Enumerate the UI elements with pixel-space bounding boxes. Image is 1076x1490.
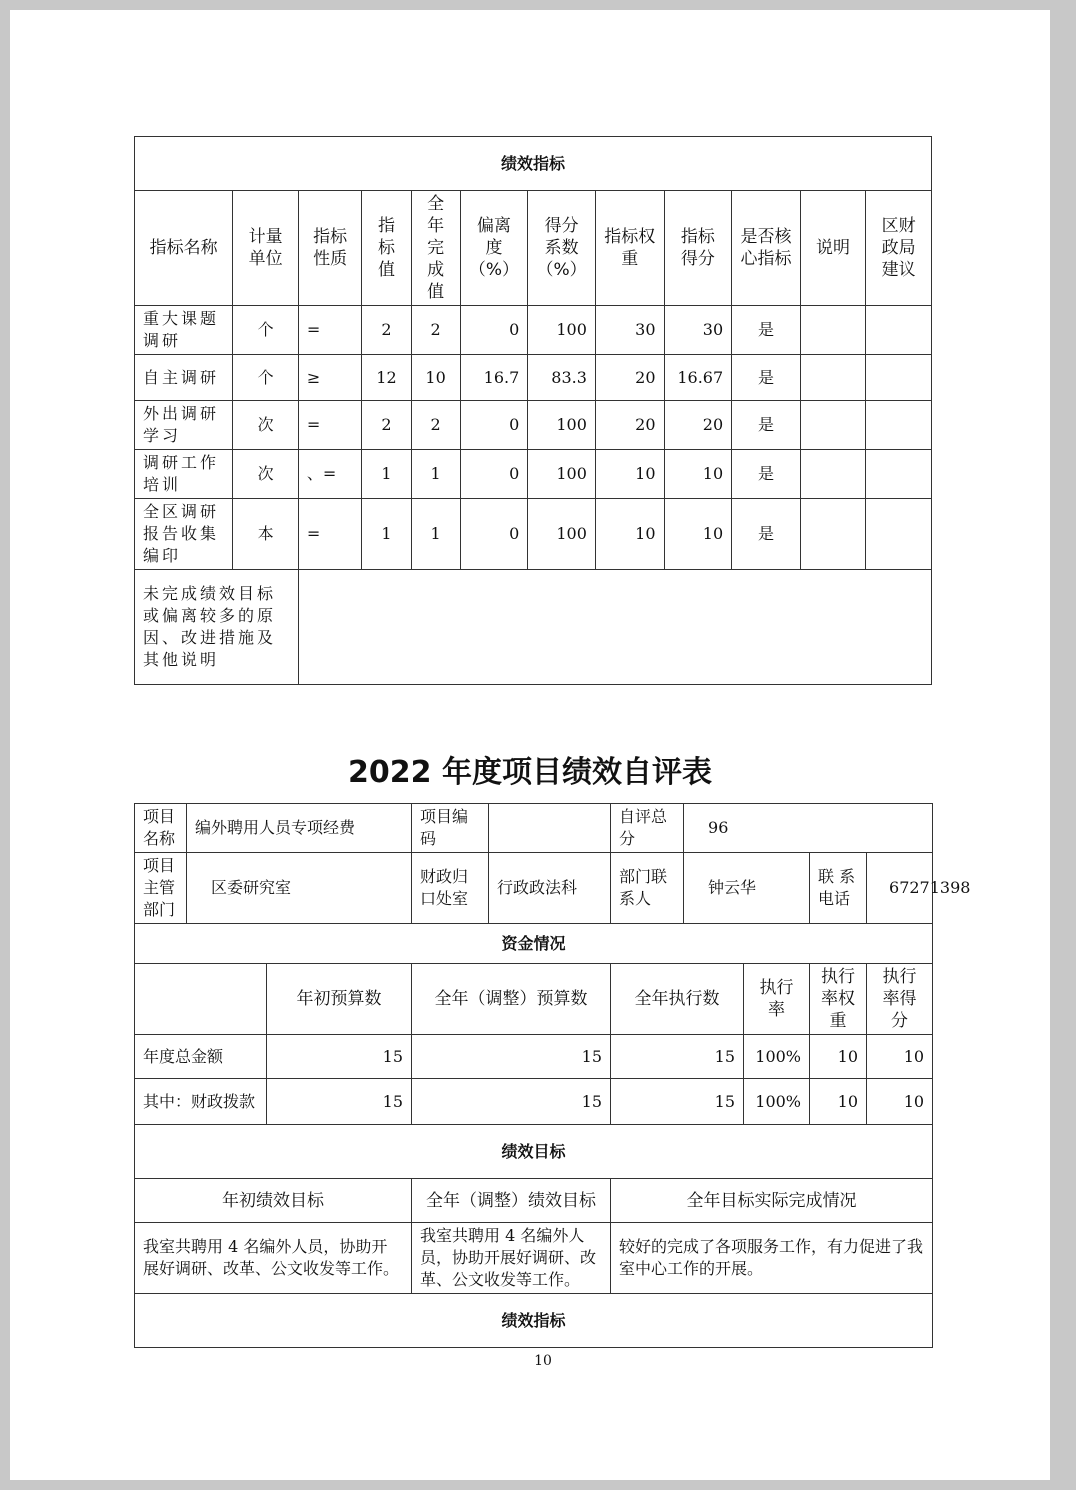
- self-score: 96: [684, 804, 933, 853]
- indicator-name: 自主调研: [135, 355, 233, 401]
- budget: 15: [267, 1035, 412, 1079]
- advice: [866, 401, 932, 450]
- weight: 30: [595, 306, 664, 355]
- advice: [866, 499, 932, 570]
- coefficient: 83.3: [528, 355, 596, 401]
- executed: 15: [611, 1079, 744, 1125]
- indicators-section-title: 绩效指标: [135, 1294, 933, 1348]
- is-core: 是: [732, 306, 801, 355]
- page-title: 2022 年度项目绩效自评表: [348, 755, 712, 790]
- header-cell: 执行率权重: [810, 964, 867, 1035]
- funds-section-title: 资金情况: [135, 924, 933, 964]
- unit: 次: [233, 450, 299, 499]
- target: 1: [362, 450, 411, 499]
- funds-row-label: 年度总金额: [135, 1035, 267, 1079]
- header-cell: 说明: [800, 191, 866, 306]
- project-self-evaluation-table: [134, 803, 971, 1348]
- note: [800, 450, 866, 499]
- actual: 2: [411, 401, 460, 450]
- page-number: 10: [534, 1353, 552, 1369]
- performance-indicators-table: [134, 136, 932, 685]
- header-cell: 全年目标实际完成情况: [611, 1179, 933, 1223]
- actual: 1: [411, 499, 460, 570]
- is-core: 是: [732, 450, 801, 499]
- table-row: [135, 450, 932, 499]
- note: [800, 355, 866, 401]
- actual: 2: [411, 306, 460, 355]
- table-header-row: [135, 191, 932, 306]
- nature: ≥: [298, 355, 362, 401]
- advice: [866, 306, 932, 355]
- funds-row-label: 其中：财政拨款: [135, 1079, 267, 1125]
- table-row: [135, 355, 932, 401]
- finance-office: 行政政法科: [489, 853, 611, 924]
- header-cell: 全年（调整）绩效目标: [412, 1179, 611, 1223]
- indicator-name: 外出调研学习: [135, 401, 233, 450]
- goals-header-row: [135, 1179, 933, 1223]
- contact: 钟云华: [684, 853, 810, 924]
- coefficient: 100: [528, 499, 596, 570]
- is-core: 是: [732, 355, 801, 401]
- deviation: 0: [460, 450, 528, 499]
- score: 10: [664, 450, 732, 499]
- document-page: [10, 10, 1050, 1480]
- target: 2: [362, 306, 411, 355]
- nature: =: [298, 401, 362, 450]
- phone: 67271398: [867, 853, 933, 924]
- is-core: 是: [732, 401, 801, 450]
- deviation: 16.7: [460, 355, 528, 401]
- coefficient: 100: [528, 306, 596, 355]
- indicator-name: 全区调研报告收集编印: [135, 499, 233, 570]
- project-name-label: 项目名称: [135, 804, 187, 853]
- contact-label: 部门联系人: [611, 853, 684, 924]
- execution-rate: 100%: [744, 1035, 810, 1079]
- header-cell: 区财政局建议: [866, 191, 932, 306]
- note: [800, 401, 866, 450]
- deviation: 0: [460, 401, 528, 450]
- unit: 个: [233, 306, 299, 355]
- header-cell: 偏离度（%）: [460, 191, 528, 306]
- header-cell: 执行率: [744, 964, 810, 1035]
- target: 2: [362, 401, 411, 450]
- header-cell: 指标名称: [135, 191, 233, 306]
- goals-row: [135, 1223, 933, 1294]
- coefficient: 100: [528, 401, 596, 450]
- rate-score: 10: [867, 1079, 933, 1125]
- project-name: 编外聘用人员专项经费: [187, 804, 412, 853]
- adjusted-budget: 15: [412, 1079, 611, 1125]
- actual: 1: [411, 450, 460, 499]
- target: 1: [362, 499, 411, 570]
- explanation-label: 未完成绩效目标或偏离较多的原因、改进措施及其他说明: [135, 570, 299, 685]
- score: 10: [664, 499, 732, 570]
- score: 16.67: [664, 355, 732, 401]
- weight: 10: [595, 450, 664, 499]
- dept-label: 项目主管部门: [135, 853, 187, 924]
- project-code: [489, 804, 611, 853]
- execution-rate: 100%: [744, 1079, 810, 1125]
- table-row: [135, 499, 932, 570]
- header-cell: 计量单位: [233, 191, 299, 306]
- project-code-label: 项目编码: [412, 804, 489, 853]
- actual: 10: [411, 355, 460, 401]
- nature: =: [298, 499, 362, 570]
- unit: 本: [233, 499, 299, 570]
- score: 20: [664, 401, 732, 450]
- header-cell: 执行率得分: [867, 964, 933, 1035]
- header-cell: 是否核心指标: [732, 191, 801, 306]
- budget: 15: [267, 1079, 412, 1125]
- table-row: [135, 1079, 933, 1125]
- coefficient: 100: [528, 450, 596, 499]
- advice: [866, 355, 932, 401]
- indicator-name: 重大课题调研: [135, 306, 233, 355]
- score: 30: [664, 306, 732, 355]
- nature: =: [298, 306, 362, 355]
- table-row: [135, 306, 932, 355]
- unit: 个: [233, 355, 299, 401]
- unit: 次: [233, 401, 299, 450]
- goal-completion: 较好的完成了各项服务工作，有力促进了我室中心工作的开展。: [611, 1223, 933, 1294]
- section-title: 绩效指标: [135, 137, 932, 191]
- executed: 15: [611, 1035, 744, 1079]
- deviation: 0: [460, 306, 528, 355]
- advice: [866, 450, 932, 499]
- explanation-value: [298, 570, 931, 685]
- header-cell: 年初预算数: [267, 964, 412, 1035]
- header-cell: 指标值: [362, 191, 411, 306]
- weight: 10: [595, 499, 664, 570]
- initial-goal: 我室共聘用 4 名编外人员，协助开展好调研、改革、公文收发等工作。: [135, 1223, 412, 1294]
- goals-section-title: 绩效目标: [135, 1125, 933, 1179]
- header-cell: 指标得分: [664, 191, 732, 306]
- header-cell: 全年（调整）预算数: [412, 964, 611, 1035]
- adjusted-budget: 15: [412, 1035, 611, 1079]
- deviation: 0: [460, 499, 528, 570]
- adjusted-goal: 我室共聘用 4 名编外人员，协助开展好调研、改革、公文收发等工作。: [412, 1223, 611, 1294]
- rate-weight: 10: [810, 1079, 867, 1125]
- phone-label: 联 系 电话: [810, 853, 867, 924]
- table-row: [135, 1035, 933, 1079]
- finance-office-label: 财政归口处室: [412, 853, 489, 924]
- indicator-name: 调研工作培训: [135, 450, 233, 499]
- header-cell: 全年执行数: [611, 964, 744, 1035]
- rate-weight: 10: [810, 1035, 867, 1079]
- header-cell: 全年完成值: [411, 191, 460, 306]
- header-cell: 指标性质: [298, 191, 362, 306]
- header-cell: 得分系数（%）: [528, 191, 596, 306]
- is-core: 是: [732, 499, 801, 570]
- funds-header-row: [135, 964, 933, 1035]
- weight: 20: [595, 401, 664, 450]
- note: [800, 499, 866, 570]
- nature: 、=: [298, 450, 362, 499]
- weight: 20: [595, 355, 664, 401]
- self-score-label: 自评总分: [611, 804, 684, 853]
- header-cell: 指标权重: [595, 191, 664, 306]
- dept: 区委研究室: [187, 853, 412, 924]
- target: 12: [362, 355, 411, 401]
- rate-score: 10: [867, 1035, 933, 1079]
- header-cell: 年初绩效目标: [135, 1179, 412, 1223]
- table-row: [135, 401, 932, 450]
- note: [800, 306, 866, 355]
- header-cell: [135, 964, 267, 1035]
